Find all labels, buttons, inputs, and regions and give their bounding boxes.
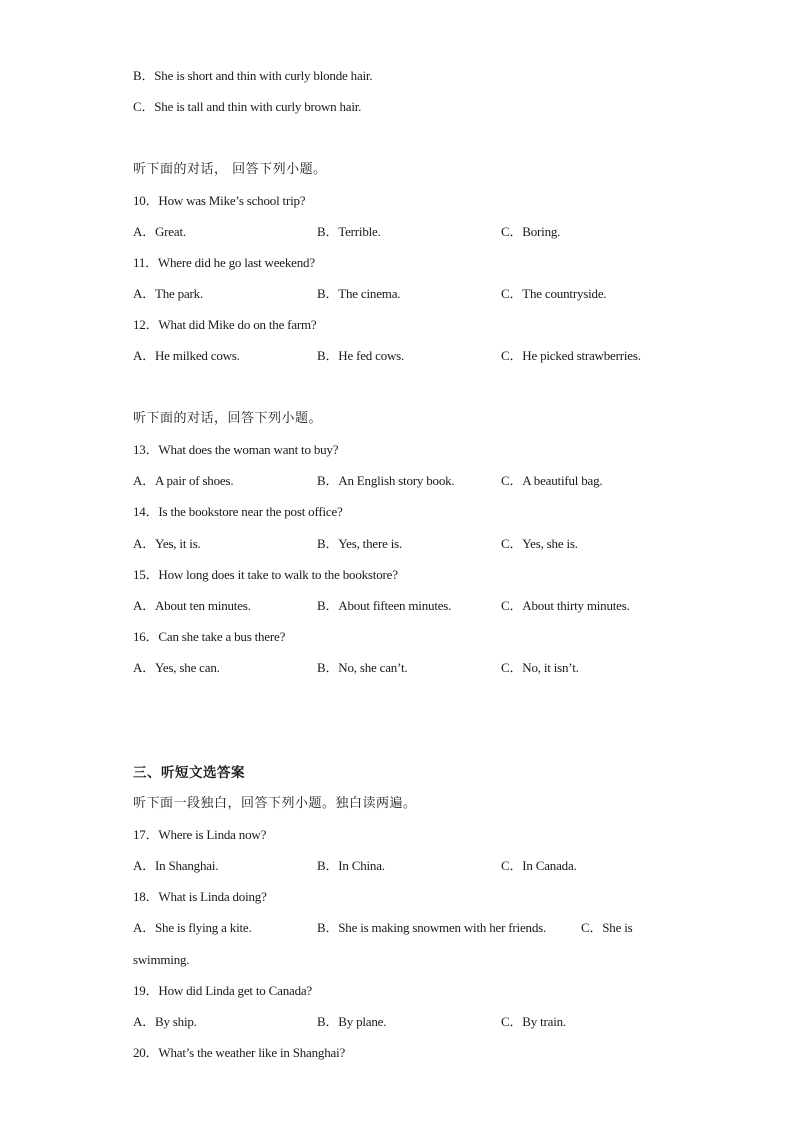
option-c-line: C．She is tall and thin with curly brown hair. — [133, 99, 362, 114]
q18-option-a: A．She is flying a kite. — [133, 920, 252, 935]
question-15: 15．How long does it take to walk to the bookstore? — [133, 567, 398, 582]
question-14: 14．Is the bookstore near the post office? — [133, 504, 343, 519]
option-b-line: B．She is short and thin with curly blonde hair. — [133, 68, 373, 83]
q10-option-a: A．Great. — [133, 224, 186, 239]
q12-option-a: A．He milked cows. — [133, 348, 240, 363]
q19-option-a: A．By ship. — [133, 1014, 197, 1029]
q16-option-a: A．Yes, she can. — [133, 660, 220, 675]
q16-option-c: C．No, it isn’t. — [501, 660, 579, 675]
question-19: 19．How did Linda get to Canada? — [133, 983, 313, 998]
q15-option-b: B．About fifteen minutes. — [317, 598, 452, 613]
q13-option-b: B．An English story book. — [317, 473, 455, 488]
section-heading: 三、听短文选答案 — [133, 765, 245, 781]
q11-option-c: C．The countryside. — [501, 286, 607, 301]
q10-option-c: C．Boring. — [501, 224, 561, 239]
q14-option-c: C．Yes, she is. — [501, 536, 578, 551]
section3-instruction: 听下面一段独白，回答下列小题。独白读两遍。 — [133, 796, 417, 811]
q17-option-b: B．In China. — [317, 858, 385, 873]
dialog1-instruction: 听下面的对话， 回答下列小题。 — [133, 162, 327, 177]
q12-option-c: C．He picked strawberries. — [501, 348, 641, 363]
q18-option-b: B．She is making snowmen with her friends. — [317, 920, 547, 935]
q11-option-a: A．The park. — [133, 286, 203, 301]
q15-option-a: A．About ten minutes. — [133, 598, 251, 613]
question-20: 20．What’s the weather like in Shanghai? — [133, 1045, 346, 1060]
q14-option-a: A．Yes, it is. — [133, 536, 201, 551]
q11-option-b: B．The cinema. — [317, 286, 401, 301]
q18-option-c-continued: swimming. — [133, 952, 190, 967]
q17-option-c: C．In Canada. — [501, 858, 577, 873]
q13-option-c: C．A beautiful bag. — [501, 473, 603, 488]
question-13: 13．What does the woman want to buy? — [133, 442, 339, 457]
question-11: 11．Where did he go last weekend? — [133, 255, 315, 270]
q13-option-a: A．A pair of shoes. — [133, 473, 234, 488]
q19-option-c: C．By train. — [501, 1014, 566, 1029]
q18-option-c: C．She is — [581, 920, 633, 935]
question-17: 17．Where is Linda now? — [133, 827, 267, 842]
question-18: 18．What is Linda doing? — [133, 889, 267, 904]
q10-option-b: B．Terrible. — [317, 224, 381, 239]
q16-option-b: B．No, she can’t. — [317, 660, 408, 675]
question-16: 16．Can she take a bus there? — [133, 629, 286, 644]
dialog2-instruction: 听下面的对话，回答下列小题。 — [133, 411, 323, 426]
q17-option-a: A．In Shanghai. — [133, 858, 219, 873]
question-10: 10．How was Mike’s school trip? — [133, 193, 306, 208]
q14-option-b: B．Yes, there is. — [317, 536, 403, 551]
q19-option-b: B．By plane. — [317, 1014, 387, 1029]
q12-option-b: B．He fed cows. — [317, 348, 405, 363]
question-12: 12．What did Mike do on the farm? — [133, 317, 317, 332]
q15-option-c: C．About thirty minutes. — [501, 598, 630, 613]
